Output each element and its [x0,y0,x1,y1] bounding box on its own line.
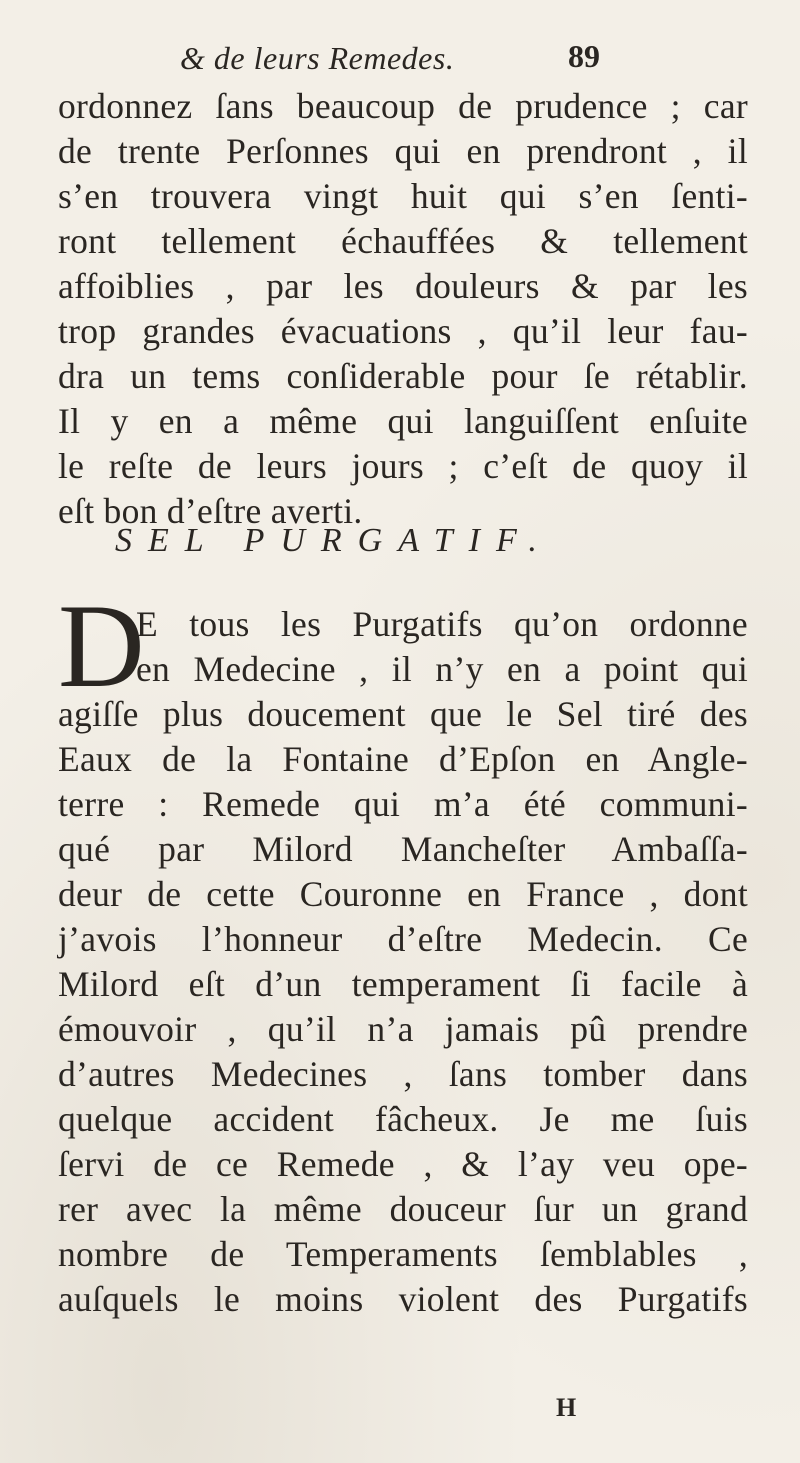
text-line: nombre de Temperaments ſemblables , [58,1234,748,1274]
text-line: le reſte de leurs jours ; c’eſt de quoy il [58,446,748,486]
text-line: terre : Remede qui m’a été communi- [58,784,748,824]
text-line: Il y en a même qui languiſſent enſuite [58,401,748,441]
text-line: j’avois l’honneur d’eſtre Medecin. Ce [58,919,748,959]
text-line: rer avec la même douceur ſur un grand [58,1189,748,1229]
text-line: émouvoir , qu’il n’a jamais pû prendre [58,1009,748,1049]
text-line: quelque accident fâcheux. Je me ſuis [58,1099,748,1139]
paragraph-1 [58,84,748,534]
text-line: deur de cette Couronne en France , dont [58,874,748,914]
running-title: & de leurs Remedes. [180,40,455,76]
paragraph-2 [58,579,748,1322]
text-line: dra un tems conſiderable pour ſe rétablir. [58,356,748,396]
text-line: Eaux de la Fontaine d’Epſon en Angle- [58,739,748,779]
text-line: en Medecine , il n’y en a point qui [136,649,748,689]
catchword: H [556,1393,577,1422]
text-line: affoiblies , par les douleurs & par les [58,266,748,306]
text-line: E tous les Purgatifs qu’on ordonne [136,604,748,644]
text-line: d’autres Medecines , ſans tomber dans [58,1054,748,1094]
text-line: ſervi de ce Remede , & l’ay veu ope- [58,1144,748,1184]
text-line: trop grandes évacuations , qu’il leur fau- [58,311,748,351]
running-head [0,36,800,84]
text-line: agiſſe plus doucement que le Sel tiré des [58,694,748,734]
text-line: ront tellement échauffées & tellement [58,221,748,261]
text-line: ordonnez ſans beaucoup de prudence ; car [58,86,748,126]
text-line: de trente Perſonnes qui en prendront , il [58,131,748,171]
section-title: SEL PURGATIF. [115,522,553,559]
text-line: auſquels le moins violent des Purgatifs [58,1279,748,1319]
text-line: Milord eſt d’un temperament ſi facile à [58,964,748,1004]
text-line: eſt bon d’eſtre averti. [58,491,363,531]
text-line: s’en trouvera vingt huit qui s’en ſenti- [58,176,748,216]
page-number: 89 [568,38,600,74]
drop-cap: D [58,579,145,712]
text-line: qué par Milord Mancheſter Ambaſſa- [58,829,748,869]
